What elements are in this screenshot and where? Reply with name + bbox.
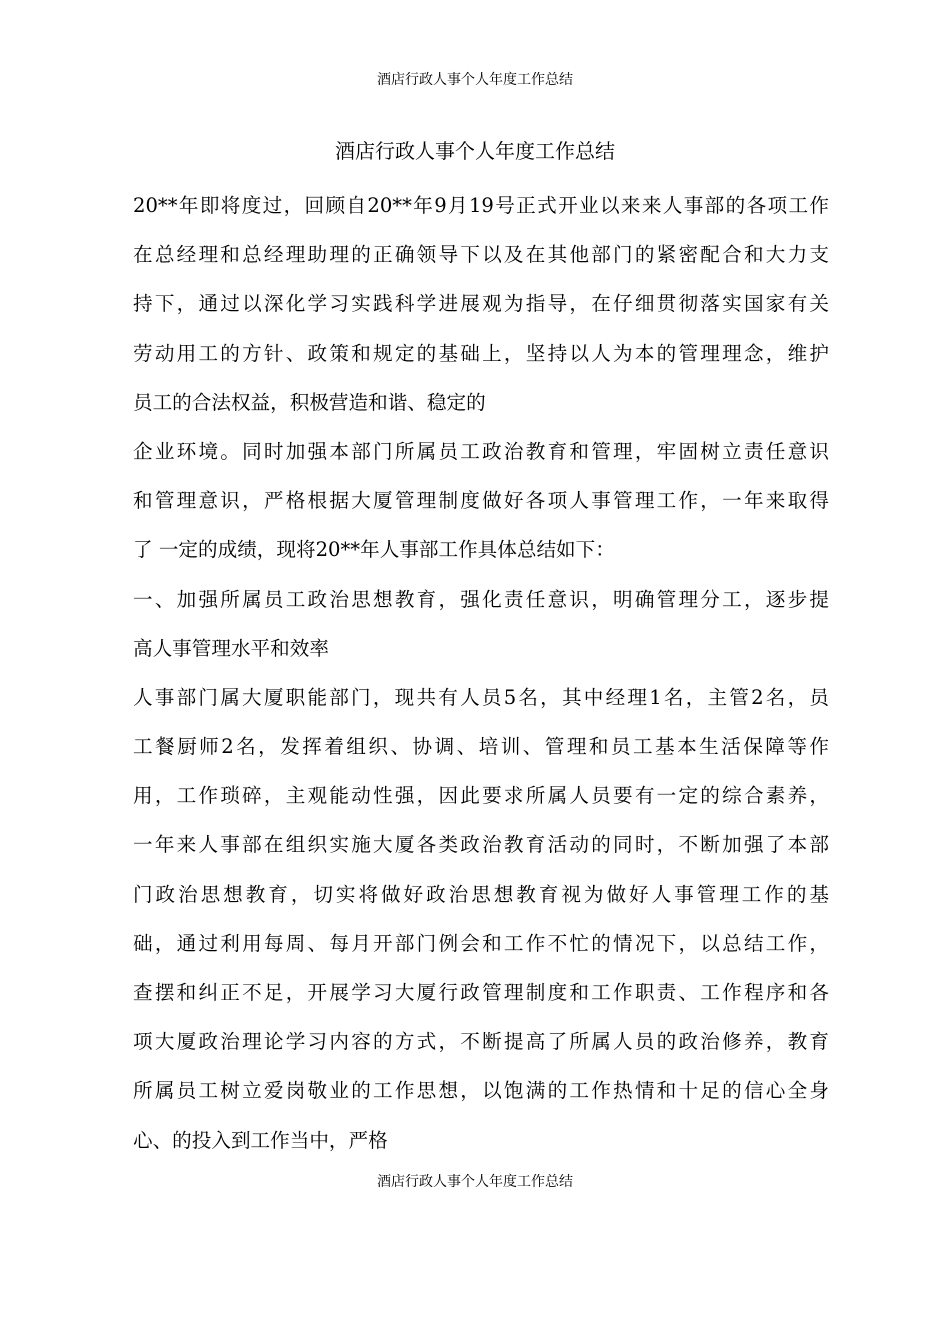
body-line: 项大厦政治理论学习内容的方式，不断提高了所属人员的政治修养，教育 xyxy=(133,1030,829,1054)
body-line: 心、的投入到工作当中，严格 xyxy=(133,1128,388,1152)
document-title: 酒店行政人事个人年度工作总结 xyxy=(335,139,615,163)
body-line: 所属员工树立爱岗敬业的工作思想，以饱满的工作热情和十足的信心全身 xyxy=(133,1079,829,1103)
body-line: 20**年即将度过，回顾自20**年9月19号正式开业以来来人事部的各项工作 xyxy=(133,194,829,217)
body-line: 一、加强所属员工政治思想教育，强化责任意识，明确管理分工，逐步提 xyxy=(133,587,829,611)
body-line: 在总经理和总经理助理的正确领导下以及在其他部门的紧密配合和大力支 xyxy=(133,243,829,267)
body-line: 高人事管理水平和效率 xyxy=(133,636,329,660)
page-header: 酒店行政人事个人年度工作总结 xyxy=(377,72,573,88)
body-line: 劳动用工的方针、政策和规定的基础上，坚持以人为本的管理理念，维护 xyxy=(133,341,829,365)
body-line: 持下，通过以深化学习实践科学进展观为指导，在仔细贯彻落实国家有关 xyxy=(133,292,829,316)
body-line: 查摆和纠正不足，开展学习大厦行政管理制度和工作职责、工作程序和各 xyxy=(133,981,829,1004)
body-line: 础，通过利用每周、每月开部门例会和工作不忙的情况下，以总结工作， xyxy=(133,931,829,955)
body-line: 和管理意识，严格根据大厦管理制度做好各项人事管理工作，一年来取得 xyxy=(133,489,829,513)
body-line: 人事部门属大厦职能部门，现共有人员5名，其中经理1名，主管2名，员 xyxy=(133,685,829,709)
body-line: 了 一定的成绩，现将20**年人事部工作具体总结如下： xyxy=(133,538,615,562)
document-body xyxy=(133,181,829,1165)
body-line: 企业环境。同时加强本部门所属员工政治教育和管理，牢固树立责任意识 xyxy=(133,439,829,463)
page-footer: 酒店行政人事个人年度工作总结 xyxy=(377,1174,573,1190)
body-line: 用，工作琐碎，主观能动性强，因此要求所属人员要有一定的综合素养， xyxy=(133,784,829,808)
body-line: 员工的合法权益，积极营造和谐、稳定的 xyxy=(133,390,486,414)
body-line: 一年来人事部在组织实施大厦各类政治教育活动的同时，不断加强了本部 xyxy=(133,833,829,857)
body-line: 门政治思想教育，切实将做好政治思想教育视为做好人事管理工作的基 xyxy=(133,882,829,906)
body-line: 工餐厨师2名，发挥着组织、协调、培训、管理和员工基本生活保障等作 xyxy=(133,735,829,759)
